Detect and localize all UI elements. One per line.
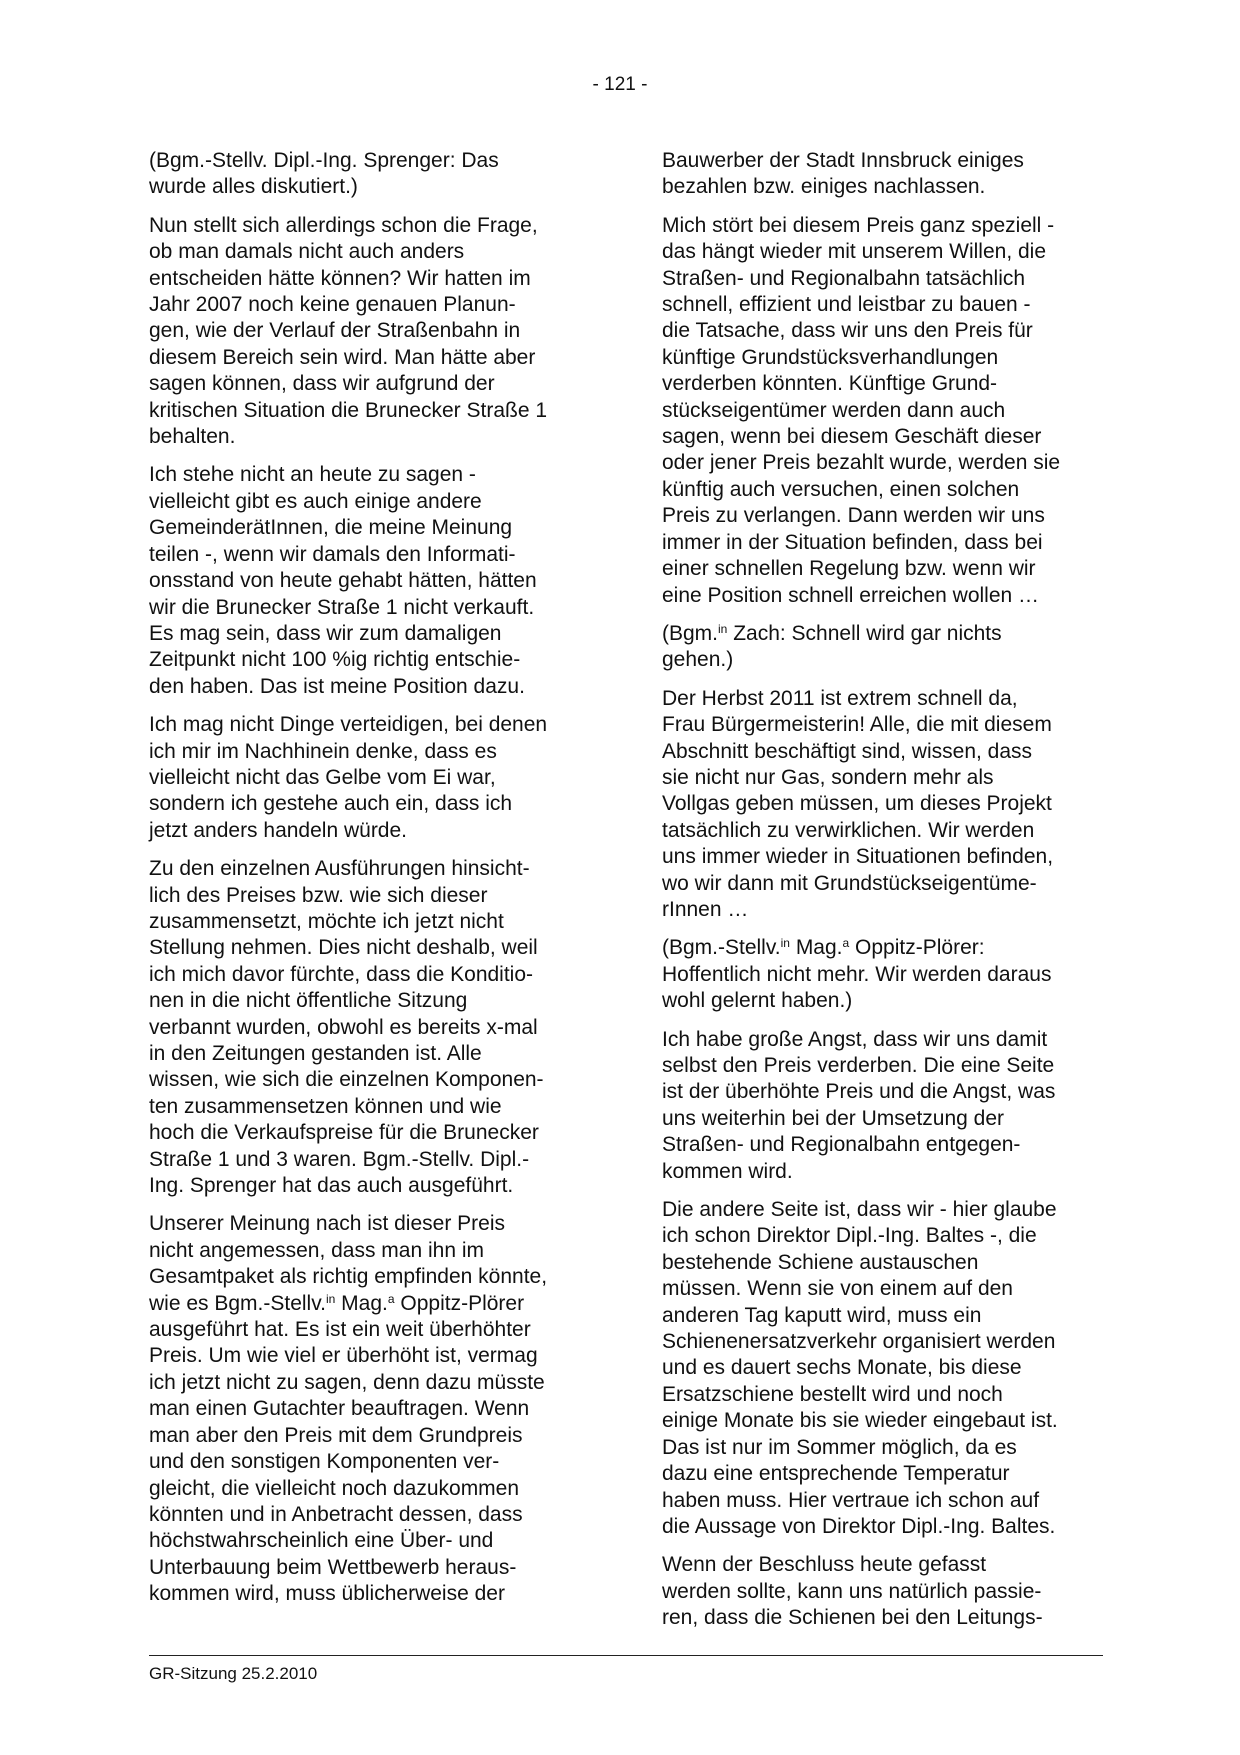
page-number: - 121 -: [592, 74, 648, 95]
footer-divider: [149, 1655, 1103, 1656]
text-run: (Bgm.-Stellv.: [662, 936, 781, 960]
paragraph: Ich stehe nicht an heute zu sagen - vielleicht gibt es auch einige andere GemeinderätInnen, die meine Meinung teilen -, wenn wir damals den Informati- onsstand von heute gehabt hätten, hätten wir die Brunecker Straße 1 nicht verkauft. Es mag sein, dass wir zum damaligen Zeitpunkt nicht 100 %ig richtig entschie- den haben. Das ist meine Position dazu.: [149, 463, 537, 698]
text-run: Unserer Meinung nach ist dieser Preis nicht angemessen, dass man ihn im Gesamtpaket als richtig empfinden könnte, wie es Bgm.-Stellv.: [149, 1212, 548, 1315]
paragraph: Ich habe große Angst, dass wir uns damit selbst den Preis verderben. Die eine Seite ist der überhöhte Preis und die Angst, was uns weiterhin bei der Umsetzung der Straßen- und Regionalbahn entgegen- kommen wird.: [662, 1027, 1056, 1183]
superscript: in: [780, 936, 790, 951]
paragraph: [149, 1211, 589, 1607]
paragraph: Bauwerber der Stadt Innsbruck einiges bezahlen bzw. einiges nachlassen.: [662, 149, 1024, 199]
footer-text: GR-Sitzung 25.2.2010: [149, 1664, 318, 1683]
paragraph: Nun stellt sich allerdings schon die Frage, ob man damals nicht auch anders entscheiden hätte können? Wir hatten im Jahr 2007 noch keine genauen Planun- gen, wie der Verlauf der Straßenbahn in diesem Bereich sein wird. Man hätte aber sagen können, dass wir aufgrund der kritischen Situation die Brunecker Straße 1 behalten.: [149, 213, 548, 449]
paragraph: [662, 621, 1102, 674]
paragraph: Die andere Seite ist, dass wir - hier glaube ich schon Direktor Dipl.-Ing. Baltes -, die bestehende Schiene austauschen müssen. Wenn sie von einem auf den anderen Tag kaputt wird, muss ein Schienenersatzverkehr organisiert werden und es dauert sechs Monate, bis diese Ersatzschiene bestellt wird und noch einige Monate bis sie wieder eingebaut ist. Das ist nur im Sommer möglich, da es dazu eine entsprechende Temperatur haben muss. Hier vertraue ich schon auf die Aussage von Direktor Dipl.-Ing. Baltes.: [662, 1198, 1058, 1538]
superscript: a: [387, 1291, 395, 1306]
text-run: Oppitz-Plörer ausgeführt hat. Es ist ein weit überhöhter Preis. Um wie viel er überhöht ist, vermag ich jetzt nicht zu sagen, denn dazu müsste man einen Gutachter beauftragen. Wenn man aber den Preis mit dem Grundpreis und den sonstigen Komponenten ver- gleicht, die vielleicht noch dazukommen könnten und in Anbetracht dessen, dass höchstwahrscheinlich eine Über- und Unterbauung beim Wettbewerb heraus- kommen wird, muss üblicherweise der: [149, 1291, 545, 1606]
paragraph: Zu den einzelnen Ausführungen hinsicht- lich des Preises bzw. wie sich dieser zusammensetzt, möchte ich jetzt nicht Stellung nehmen. Dies nicht deshalb, weil ich mich davor fürchte, dass die Konditio- nen in die nicht öffentliche Sitzung verbannt wurden, obwohl es bereits x-mal in den Zeitungen gestanden ist. Alle wissen, wie sich die einzelnen Komponen- ten zusammensetzen können und wie hoch die Verkaufspreise für die Brunecker Straße 1 und 3 waren. Bgm.-Stellv. Dipl.- Ing. Sprenger hat das auch ausgeführt.: [149, 857, 544, 1198]
text-run: (Bgm.: [662, 621, 719, 645]
text-run: Zach: Schnell wird gar nichts gehen.): [662, 621, 1002, 672]
paragraph: Der Herbst 2011 ist extrem schnell da, Frau Bürgermeisterin! Alle, die mit diesem Abschnitt beschäftigt sind, wissen, dass sie nicht nur Gas, sondern mehr als Vollgas geben müssen, um dieses Projekt tatsächlich zu verwirklichen. Wir werden uns immer wieder in Situationen befinden, wo wir dann mit Grundstückseigentüme- rInnen …: [662, 686, 1054, 921]
paragraph: Wenn der Beschluss heute gefasst werden sollte, kann uns natürlich passie- ren, dass die Schienen bei den Leitungs-: [662, 1553, 1043, 1630]
paragraph: Ich mag nicht Dinge verteidigen, bei denen ich mir im Nachhinein denke, dass es vielleicht nicht das Gelbe vom Ei war, sondern ich gestehe auch ein, dass ich jetzt anders handeln würde.: [149, 713, 548, 842]
left-column: [149, 148, 589, 1620]
superscript: in: [326, 1291, 336, 1306]
right-column: [662, 148, 1102, 1644]
paragraph: (Bgm.-Stellv. Dipl.-Ing. Sprenger: Das wurde alles diskutiert.): [149, 149, 499, 199]
superscript: in: [718, 621, 728, 636]
superscript: a: [842, 936, 850, 951]
text-run: Mag.: [335, 1291, 388, 1315]
text-run: Mag.: [789, 936, 843, 960]
paragraph: [662, 935, 1102, 1014]
text-run: Oppitz-Plörer: Hoffentlich nicht mehr. Wir werden daraus wohl gelernt haben.): [662, 936, 1052, 1013]
paragraph: Mich stört bei diesem Preis ganz speziell - das hängt wieder mit unserem Willen, die Straßen- und Regionalbahn tatsächlich schnell, effizient und leistbar zu bauen - die Tatsache, dass wir uns den Preis für künftige Grundstücksverhandlungen verderben könnten. Künftige Grund- stückseigentümer werden dann auch sagen, wenn bei diesem Geschäft dieser oder jener Preis bezahlt wurde, werden sie künftig auch versuchen, einen solchen Preis zu verlangen. Dann werden wir uns immer in der Situation befinden, dass bei einer schnellen Regelung bzw. wenn wir eine Position schnell erreichen wollen …: [662, 213, 1061, 607]
